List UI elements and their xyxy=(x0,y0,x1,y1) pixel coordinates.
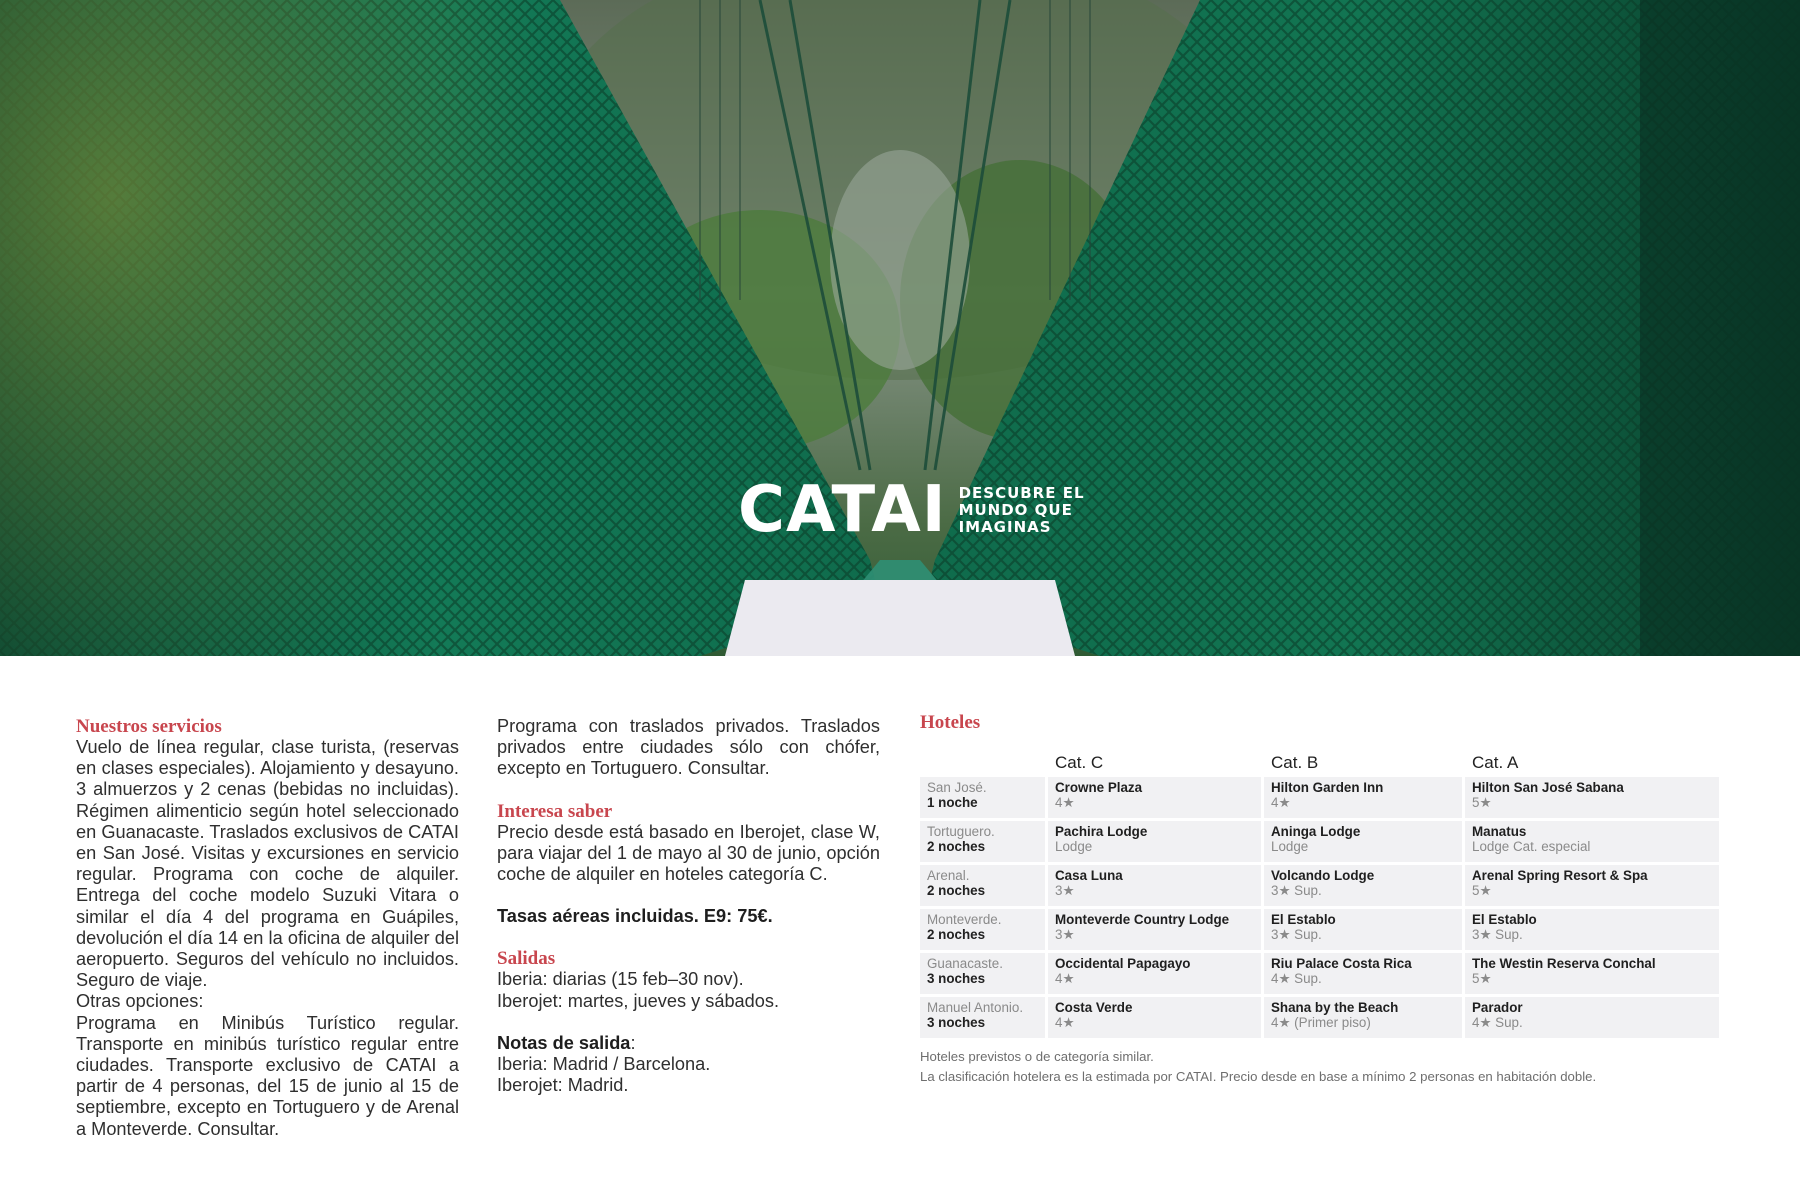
other-options-label: Otras opciones: xyxy=(76,991,204,1012)
hotel-category: 4★ xyxy=(1055,971,1075,986)
hotel-name: Parador xyxy=(1472,1000,1523,1015)
hotel-category: 4★ xyxy=(1055,1015,1075,1030)
salidas-line: Iberojet: martes, jueves y sábados. xyxy=(497,990,780,1011)
cat-c-header: Cat. C xyxy=(1055,753,1104,772)
cat-c-hotel-cell xyxy=(1048,953,1261,994)
hotel-name: The Westin Reserva Conchal xyxy=(1472,956,1656,971)
table-row xyxy=(920,865,1719,906)
hotels-notes xyxy=(920,1047,1725,1086)
hotel-category: 4★ (Primer piso) xyxy=(1271,1015,1371,1030)
city-cell xyxy=(920,997,1045,1038)
cat-c-hotel-cell xyxy=(1048,865,1261,906)
hotel-category: 3★ xyxy=(1055,883,1075,898)
hotel-name: Volcando Lodge xyxy=(1271,868,1375,883)
table-row xyxy=(920,953,1719,994)
cat-b-hotel-cell xyxy=(1264,997,1462,1038)
table-row xyxy=(920,777,1719,818)
hotel-category: 4★ xyxy=(1055,795,1075,810)
cat-a-header: Cat. A xyxy=(1472,753,1519,772)
city-header xyxy=(920,753,1045,774)
city-name: Arenal. xyxy=(927,868,970,883)
tagline-line: IMAGINAS xyxy=(958,517,1052,536)
hotel-category: 3★ Sup. xyxy=(1271,927,1322,942)
interesa-saber-body: Precio desde está basado en Iberojet, clase W, para viajar del 1 de mayo al 30 de junio, opción coche de alquiler en hoteles categoría C. xyxy=(497,821,880,885)
cat-a-hotel-cell xyxy=(1465,865,1719,906)
hotel-name: Manatus xyxy=(1472,824,1527,839)
private-transfers-body: Programa con traslados privados. Traslados privados entre ciudades sólo con chófer, excepto en Tortuguero. Consultar. xyxy=(497,716,880,779)
brand-name: CATAI xyxy=(738,473,947,547)
tagline-line: DESCUBRE EL xyxy=(958,483,1085,502)
hotels-section xyxy=(920,712,1725,1086)
cat-b-hotel-cell xyxy=(1264,821,1462,862)
hotel-category: Lodge Cat. especial xyxy=(1472,839,1591,854)
city-cell xyxy=(920,953,1045,994)
cat-b-header: Cat. B xyxy=(1271,753,1319,772)
cat-b-hotel-cell xyxy=(1264,909,1462,950)
city-name: Monteverde. xyxy=(927,912,1002,927)
hotel-category: 5★ xyxy=(1472,971,1492,986)
hotel-name: Hilton Garden Inn xyxy=(1271,780,1384,795)
hotel-category: 4★ Sup. xyxy=(1472,1015,1523,1030)
city-nights: 3 noches xyxy=(927,971,986,986)
hotel-name: Pachira Lodge xyxy=(1055,824,1148,839)
departure-notes-heading xyxy=(497,1033,880,1054)
cat-a-hotel-cell xyxy=(1465,777,1719,818)
city-nights: 2 noches xyxy=(927,883,986,898)
cat-c-hotel-cell xyxy=(1048,821,1261,862)
hotels-table xyxy=(917,750,1722,1041)
hotel-category: 3★ Sup. xyxy=(1472,927,1523,942)
city-name: Manuel Antonio. xyxy=(927,1000,1024,1015)
hotel-name: Shana by the Beach xyxy=(1271,1000,1399,1015)
cat-b-hotel-cell xyxy=(1264,865,1462,906)
city-nights: 1 noche xyxy=(927,795,978,810)
hotel-name: Hilton San José Sabana xyxy=(1472,780,1624,795)
hotels-note: La clasificación hotelera es la estimada por CATAI. Precio desde en base a mínimo 2 personas en habitación doble. xyxy=(920,1068,1597,1084)
hotel-name: Crowne Plaza xyxy=(1055,780,1143,795)
hotel-category: 5★ xyxy=(1472,883,1492,898)
hotel-name: Costa Verde xyxy=(1055,1000,1133,1015)
departure-note-line: Iberojet: Madrid. xyxy=(497,1075,629,1096)
hotel-name: El Establo xyxy=(1271,912,1336,927)
hotel-category: 3★ Sup. xyxy=(1271,883,1322,898)
salidas-line: Iberia: diarias (15 feb–30 nov). xyxy=(497,969,744,990)
cat-c-hotel-cell xyxy=(1048,777,1261,818)
hotels-note: Hoteles previstos o de categoría similar. xyxy=(920,1049,1154,1064)
table-row xyxy=(920,997,1719,1038)
info-column xyxy=(497,716,880,1096)
city-cell xyxy=(920,777,1045,818)
hotel-name: Occidental Papagayo xyxy=(1055,956,1191,971)
hotel-category: 4★ xyxy=(1271,795,1291,810)
hero-bottom-trapezoid xyxy=(725,580,1075,656)
table-row xyxy=(920,821,1719,862)
cat-a-hotel-cell xyxy=(1465,953,1719,994)
cat-a-hotel-cell xyxy=(1465,997,1719,1038)
hotel-category: Lodge xyxy=(1271,839,1309,854)
hotel-name: El Establo xyxy=(1472,912,1537,927)
cat-c-hotel-cell xyxy=(1048,997,1261,1038)
interesa-saber-heading: Interesa saber xyxy=(497,800,613,822)
city-cell xyxy=(920,821,1045,862)
city-nights: 3 noches xyxy=(927,1015,986,1030)
departure-notes-label: Notas de salida xyxy=(497,1032,631,1053)
brand-tagline xyxy=(959,485,1085,536)
city-cell xyxy=(920,865,1045,906)
city-nights: 2 noches xyxy=(927,927,986,942)
city-nights: 2 noches xyxy=(927,839,986,854)
hotels-header-row xyxy=(920,753,1719,774)
cat-b-hotel-cell xyxy=(1264,953,1462,994)
services-heading: Nuestros servicios xyxy=(76,716,222,737)
hotel-name: Arenal Spring Resort & Spa xyxy=(1472,868,1648,883)
hotel-name: Monteverde Country Lodge xyxy=(1055,912,1230,927)
city-name: Tortuguero. xyxy=(927,824,995,839)
hotel-category: 5★ xyxy=(1472,795,1492,810)
hotel-name: Riu Palace Costa Rica xyxy=(1271,956,1412,971)
city-name: Guanacaste. xyxy=(927,956,1003,971)
hotel-category: 3★ xyxy=(1055,927,1075,942)
tagline-line: MUNDO QUE xyxy=(958,500,1073,519)
salidas-heading: Salidas xyxy=(497,948,556,970)
departure-note-line: Iberia: Madrid / Barcelona. xyxy=(497,1054,711,1075)
hotels-heading: Hoteles xyxy=(920,712,981,733)
hotel-name: Casa Luna xyxy=(1055,868,1123,883)
other-options-body: Programa en Minibús Turístico regular. Transporte en minibús turístico regular entre ciudades. Transporte exclusivo de CATAI a partir de 4 personas, del 15 de junio al 15 de septiembre, excepto en Tortuguero y de Arenal a Monteverde. Consultar. xyxy=(76,1012,459,1139)
cat-b-hotel-cell xyxy=(1264,777,1462,818)
table-row xyxy=(920,909,1719,950)
city-cell xyxy=(920,909,1045,950)
cat-a-hotel-cell xyxy=(1465,909,1719,950)
airport-taxes: Tasas aéreas incluidas. E9: 75€. xyxy=(497,906,773,927)
brand-logo xyxy=(738,473,1085,547)
departure-notes-colon: : xyxy=(630,1032,636,1053)
hotel-category: 4★ Sup. xyxy=(1271,971,1322,986)
hotel-category: Lodge xyxy=(1055,839,1093,854)
cat-a-hotel-cell xyxy=(1465,821,1719,862)
hotel-name: Aninga Lodge xyxy=(1271,824,1361,839)
services-body: Vuelo de línea regular, clase turista, (reservas en clases especiales). Alojamiento y desayuno. 3 almuerzos y 2 cenas (bebidas no incluidas). Régimen alimenticio según hotel seleccionado en Guanacaste. Traslados exclusivos de CATAI en San José. Visitas y excursiones en servicio regular. Programa con coche de alquiler. Entrega del coche modelo Suzuki Vitara o similar el día 4 del programa en Guápiles, devolución el día 14 en la oficina de alquiler del aeropuerto. Seguros del vehículo no incluidos. Seguro de viaje. xyxy=(76,737,459,991)
services-column xyxy=(76,716,459,1140)
cat-c-hotel-cell xyxy=(1048,909,1261,950)
city-name: San José. xyxy=(927,780,987,795)
